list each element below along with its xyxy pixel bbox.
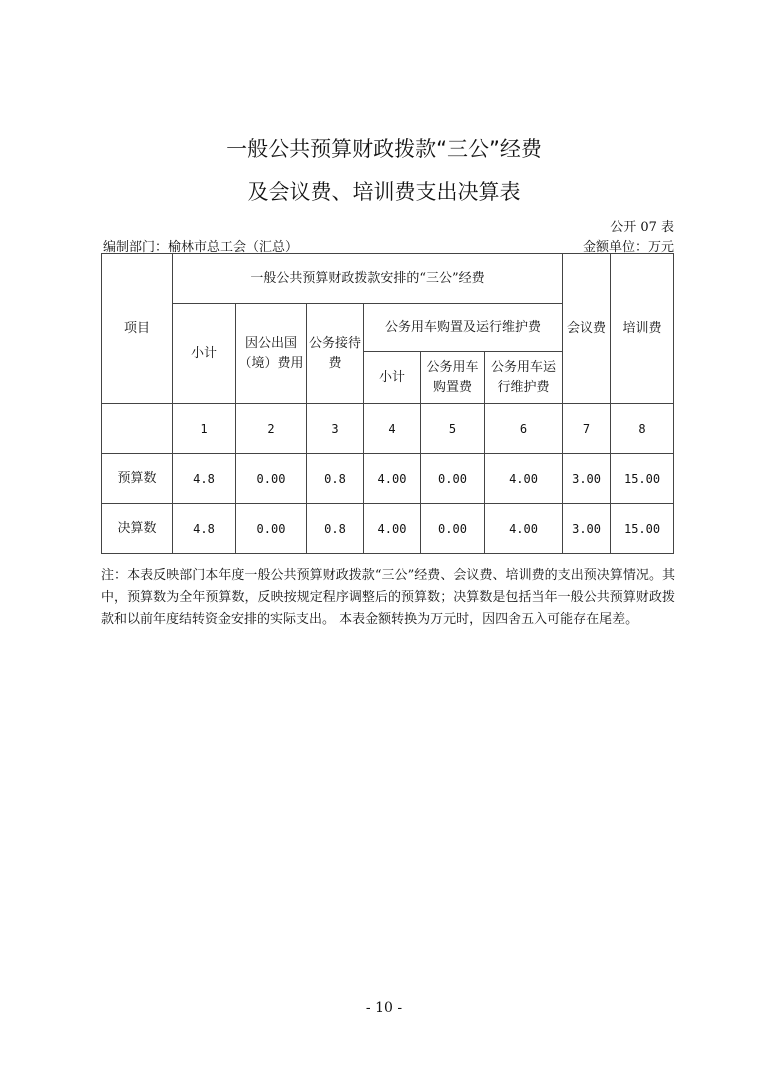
- row-label: 决算数: [102, 504, 173, 554]
- cell-value: 4.00: [364, 504, 421, 554]
- cell-value: 3.00: [563, 454, 611, 504]
- header-vehicle-subtotal: 小计: [364, 352, 421, 404]
- cell-value: 0.00: [236, 454, 307, 504]
- header-meeting: 会议费: [563, 254, 611, 404]
- unit-label: 金额单位：万元: [582, 240, 674, 255]
- column-number: 3: [307, 404, 364, 454]
- cell-value: 4.00: [364, 454, 421, 504]
- cell-value: 15.00: [611, 454, 674, 504]
- column-number-blank: [102, 404, 173, 454]
- cell-value: 4.00: [485, 454, 563, 504]
- expense-table: [101, 253, 674, 554]
- cell-value: 4.00: [485, 504, 563, 554]
- column-number: 1: [173, 404, 236, 454]
- header-item: 项目: [102, 254, 173, 404]
- column-number: 6: [485, 404, 563, 454]
- header-three-public-group: 一般公共预算财政拨款安排的“三公”经费: [173, 254, 563, 304]
- header-vehicle-operation: 公务用车运行维护费: [485, 352, 563, 404]
- cell-value: 3.00: [563, 504, 611, 554]
- cell-value: 4.8: [173, 504, 236, 554]
- header-subtotal: 小计: [173, 304, 236, 404]
- table-code: 公开 07 表: [610, 220, 674, 235]
- table-row-actual: [102, 504, 674, 554]
- row-label: 预算数: [102, 454, 173, 504]
- cell-value: 0.00: [421, 504, 485, 554]
- column-number: 4: [364, 404, 421, 454]
- header-vehicle-purchase: 公务用车购置费: [421, 352, 485, 404]
- cell-value: 0.00: [236, 504, 307, 554]
- header-reception: 公务接待费: [307, 304, 364, 404]
- column-number: 8: [611, 404, 674, 454]
- cell-value: 0.00: [421, 454, 485, 504]
- column-number-row: [102, 404, 674, 454]
- title-line-1: 一般公共预算财政拨款“三公”经费: [226, 137, 542, 161]
- cell-value: 0.8: [307, 454, 364, 504]
- page-number: - 10 -: [365, 1000, 403, 1016]
- header-training: 培训费: [611, 254, 674, 404]
- header-vehicle-group: 公务用车购置及运行维护费: [364, 304, 563, 352]
- header-abroad: 因公出国（境）费用: [236, 304, 307, 404]
- cell-value: 0.8: [307, 504, 364, 554]
- column-number: 7: [563, 404, 611, 454]
- cell-value: 15.00: [611, 504, 674, 554]
- table-row-budget: [102, 454, 674, 504]
- table-note: 注：本表反映部门本年度一般公共预算财政拨款“三公”经费、会议费、培训费的支出预决算情况。其中，预算数为全年预算数，反映按规定程序调整后的预算数；决算数是包括当年一般公共预算财政拨款和以前年度结转资金安排的实际支出。 本表金额转换为万元时，因四舍五入可能存在尾差。: [101, 568, 675, 627]
- column-number: 2: [236, 404, 307, 454]
- title-line-2: 及会议费、培训费支出决算表: [247, 180, 521, 204]
- cell-value: 4.8: [173, 454, 236, 504]
- column-number: 5: [421, 404, 485, 454]
- department-label: 编制部门：榆林市总工会（汇总）: [103, 240, 299, 255]
